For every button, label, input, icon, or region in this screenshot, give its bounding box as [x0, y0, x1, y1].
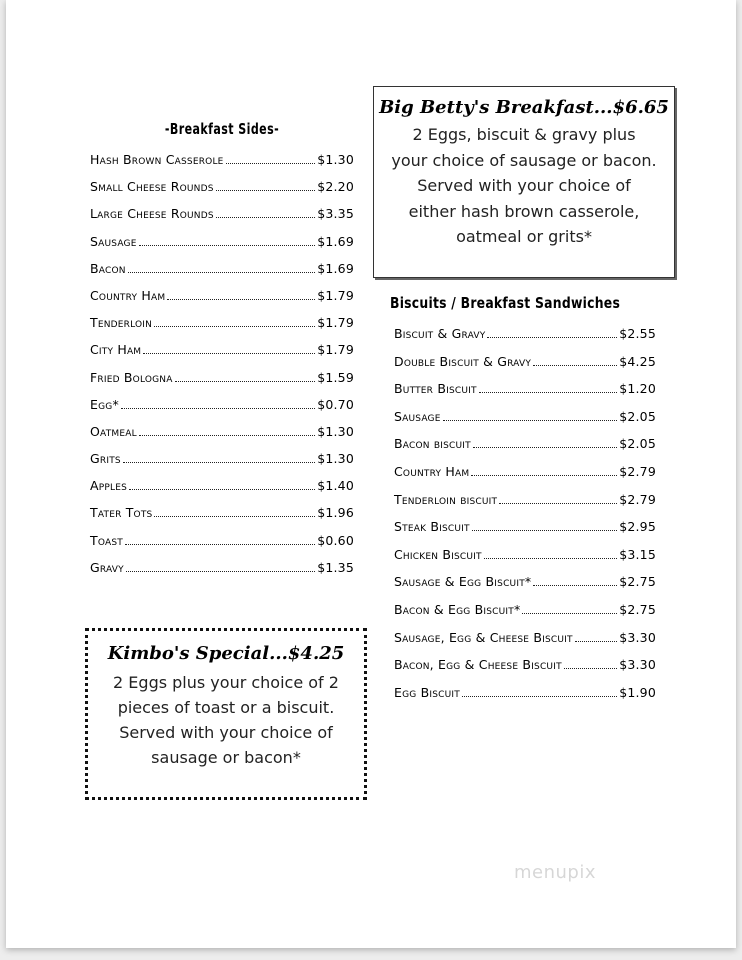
menu-item-price: $1.69 [317, 260, 354, 276]
big-betty-line: 2 Eggs, biscuit & gravy plus [412, 125, 636, 144]
menu-item-row [90, 342, 354, 369]
menu-item-row [394, 574, 656, 602]
dot-leader [564, 667, 617, 669]
menu-item-name: Double Biscuit & Gravy [394, 353, 532, 369]
menu-item-row [90, 505, 354, 532]
menu-item-row [90, 533, 354, 560]
menu-item-price: $0.70 [317, 396, 354, 412]
dot-leader [154, 515, 315, 517]
dot-leader [139, 434, 315, 436]
big-betty-special-box [373, 86, 675, 278]
menu-item-name: Butter Biscuit [394, 381, 477, 397]
menu-item-row [394, 630, 656, 658]
menu-item-price: $1.40 [317, 478, 354, 494]
menu-item-name: City Ham [90, 342, 142, 358]
menu-item-name: Egg Biscuit [394, 684, 460, 700]
menu-item-row [394, 547, 656, 575]
big-betty-line: your choice of sausage or bacon. [391, 150, 657, 170]
big-betty-line: either hash brown casserole, [408, 201, 640, 221]
dot-leader [143, 352, 315, 354]
dot-leader [167, 298, 315, 300]
menu-item-row [394, 464, 656, 492]
menu-item-price: $3.35 [317, 206, 354, 222]
menu-item-row [394, 657, 656, 685]
dot-leader [139, 244, 316, 246]
menu-item-name: Biscuit & Gravy [394, 326, 486, 341]
menu-item-row [90, 261, 354, 288]
menu-item-name: Large Cheese Rounds [90, 206, 214, 222]
dot-leader [125, 543, 315, 545]
menu-item-name: Small Cheese Rounds [90, 179, 214, 195]
menu-item-price: $4.25 [619, 353, 656, 369]
menu-item-price: $1.69 [317, 233, 354, 249]
menu-page [6, 0, 736, 948]
menu-item-name: Tenderloin biscuit [394, 491, 498, 507]
menu-item-name: Apples [90, 478, 128, 494]
dot-leader [533, 364, 617, 366]
biscuits-list [394, 326, 656, 712]
menu-item-name: Sausage [394, 408, 441, 424]
dot-leader [473, 446, 617, 448]
menu-item-price: $1.90 [619, 684, 656, 700]
kimbo-title: Kimbo's Special...$4.25 [107, 643, 345, 664]
menu-item-price: $3.30 [619, 657, 656, 673]
menu-item-price: $1.79 [317, 315, 354, 331]
dot-leader [499, 502, 617, 504]
menu-item-row [394, 685, 656, 713]
menu-item-name: Fried Bologna [90, 369, 173, 385]
menu-item-row [90, 206, 354, 233]
menu-item-price: $3.15 [619, 546, 656, 562]
menu-item-price: $2.79 [619, 491, 656, 507]
menu-item-price: $1.30 [317, 152, 354, 167]
kimbo-line: Served with your choice of [119, 723, 333, 742]
dot-leader [216, 216, 315, 218]
menu-item-row [90, 234, 354, 261]
menu-item-row [90, 288, 354, 315]
menu-item-price: $2.05 [619, 408, 656, 424]
menu-item-row [90, 478, 354, 505]
menu-item-name: Steak Biscuit [394, 519, 470, 535]
menu-item-price: $2.75 [619, 574, 656, 590]
menu-item-name: Grits [90, 451, 121, 467]
dot-leader [126, 570, 315, 572]
menu-item-price: $2.95 [619, 519, 656, 535]
dot-leader [484, 557, 618, 559]
menu-item-price: $1.79 [317, 342, 354, 358]
menu-item-price: $2.79 [619, 463, 656, 479]
menu-item-name: Bacon biscuit [394, 436, 471, 452]
dot-leader [575, 640, 617, 642]
menu-item-price: $1.96 [317, 505, 354, 521]
menu-item-row [90, 315, 354, 342]
breakfast-sides-section [90, 120, 354, 587]
menu-item-row [394, 354, 656, 382]
big-betty-line: Served with your choice of [417, 176, 631, 195]
dot-leader [123, 461, 315, 463]
menu-item-name: Bacon [90, 260, 126, 276]
dot-leader [472, 529, 617, 531]
menu-item-row [394, 326, 656, 354]
menu-item-price: $1.59 [317, 369, 354, 385]
menu-item-price: $3.30 [619, 629, 656, 645]
menu-item-name: Sausage & Egg Biscuit* [394, 574, 532, 590]
menu-item-name: Bacon, Egg & Cheese Biscuit [394, 657, 562, 673]
menu-item-price: $1.35 [317, 559, 354, 575]
dot-leader [533, 584, 617, 586]
big-betty-description [374, 122, 674, 250]
biscuits-title: Biscuits / Breakfast Sandwiches [390, 294, 621, 312]
menu-item-row [394, 519, 656, 547]
menu-item-row [90, 451, 354, 478]
dot-leader [462, 695, 617, 697]
menu-item-name: Country Ham [394, 463, 470, 479]
dot-leader [522, 612, 617, 614]
menu-item-name: Chicken Biscuit [394, 546, 482, 562]
kimbo-line: 2 Eggs plus your choice of 2 [113, 673, 339, 692]
menu-item-price: $2.05 [619, 436, 656, 452]
dot-leader [216, 189, 316, 191]
menu-item-row [394, 602, 656, 630]
dot-leader [154, 325, 315, 327]
breakfast-sides-title: -Breakfast Sides- [164, 120, 280, 138]
menu-item-name: Sausage [90, 233, 137, 249]
dot-leader [128, 271, 316, 273]
menu-item-name: Bacon & Egg Biscuit* [394, 601, 521, 617]
dot-leader [175, 380, 316, 382]
menu-item-price: $1.30 [317, 451, 354, 467]
big-betty-line: oatmeal or grits* [456, 227, 592, 246]
menu-item-row [394, 409, 656, 437]
menu-item-price: $1.79 [317, 287, 354, 303]
menu-item-row [394, 436, 656, 464]
dot-leader [471, 474, 617, 476]
dot-leader [443, 419, 618, 421]
dot-leader [121, 407, 315, 409]
kimbo-special-box [85, 628, 367, 800]
menu-item-row [90, 370, 354, 397]
menu-item-row [90, 424, 354, 451]
dot-leader [487, 336, 617, 338]
dot-leader [129, 488, 315, 490]
menu-item-row [394, 492, 656, 520]
menu-item-row [90, 397, 354, 424]
breakfast-sides-list [90, 152, 354, 587]
menu-item-name: Tater Tots [90, 505, 153, 521]
menu-item-name: Oatmeal [90, 423, 137, 439]
dot-leader [479, 391, 618, 393]
menu-item-name: Egg* [90, 396, 119, 412]
kimbo-line: sausage or bacon* [151, 748, 301, 767]
menu-item-row [90, 179, 354, 206]
menu-item-name: Gravy [90, 559, 124, 575]
menu-item-row [90, 152, 354, 179]
big-betty-title: Big Betty's Breakfast...$6.65 [379, 97, 669, 118]
menu-item-name: Country Ham [90, 287, 166, 303]
menu-item-row [394, 381, 656, 409]
menu-item-name: Hash Brown Casserole [90, 152, 224, 167]
kimbo-description [88, 670, 364, 770]
menu-item-price: $0.60 [317, 532, 354, 548]
menu-item-price: $1.30 [317, 423, 354, 439]
menu-item-name: Tenderloin [90, 315, 153, 331]
menu-item-price: $2.75 [619, 601, 656, 617]
menu-item-name: Sausage, Egg & Cheese Biscuit [394, 629, 573, 645]
menu-item-row [90, 560, 354, 587]
menupix-watermark: menupix [514, 862, 597, 883]
dot-leader [226, 162, 316, 164]
kimbo-line: pieces of toast or a biscuit. [117, 698, 335, 717]
biscuits-section [390, 294, 656, 712]
menu-item-name: Toast [90, 532, 123, 548]
menu-item-price: $2.20 [317, 179, 354, 195]
menu-item-price: $1.20 [619, 381, 656, 397]
menu-item-price: $2.55 [619, 326, 656, 341]
